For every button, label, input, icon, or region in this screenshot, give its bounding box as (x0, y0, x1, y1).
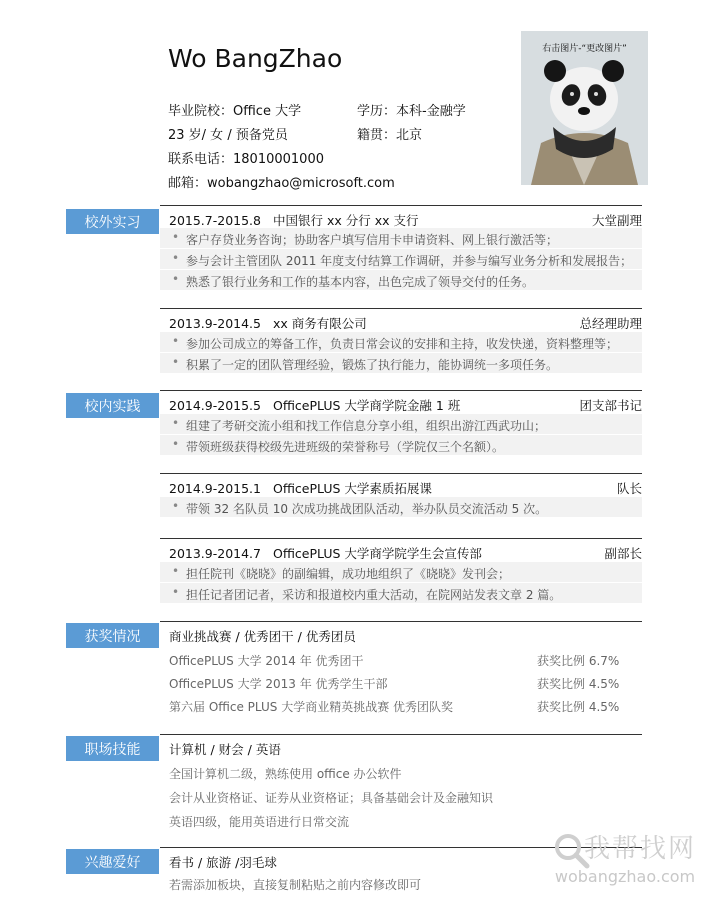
award-item: 第六届 Office PLUS 大学商业精英挑战赛 优秀团队奖 获奖比例 4.5% (169, 700, 620, 714)
section-tag-hobbies: 兴趣爱好 (66, 849, 159, 874)
list-item: • 带领 32 名队员 10 次成功挑战团队活动，举办队员交流活动 5 次。 (160, 497, 642, 517)
job-entry-header (169, 396, 642, 414)
job-role: 队长 (616, 481, 642, 496)
hobbies-summary: 看书 / 旅游 /羽毛球 (169, 855, 277, 870)
list-item: • 参加公司成立的筹备工作，负责日常会议的安排和主持，收发快递，资料整理等； (160, 332, 642, 352)
list-item: • 客户存贷业务咨询；协助客户填写信用卡申请资料、网上银行激活等； (160, 228, 642, 248)
site-watermark (545, 828, 704, 900)
magnifier-logo-icon (551, 830, 591, 870)
age-gender-info: 23 岁/ 女 / 预备党员 (168, 128, 288, 143)
section-tag-internship: 校外实习 (66, 209, 159, 234)
email-info: 邮箱：wobangzhao@microsoft.com (168, 176, 395, 191)
job-org: OfficePLUS 大学商学院学生会宣传部 (273, 546, 482, 561)
list-item: • 担任记者团记者，采访和报道校内重大活动，在院网站发表文章 2 篇。 (160, 583, 642, 603)
divider (160, 621, 642, 622)
phone-info: 联系电话：18010001000 (168, 152, 324, 167)
school-info: 毕业院校：Office 大学 (168, 104, 302, 119)
list-item: • 组建了考研交流小组和找工作信息分享小组，组织出游江西武功山； (160, 414, 642, 434)
hobbies-note: 若需添加板块，直接复制粘贴之前内容修改即可 (169, 878, 422, 892)
section-tag-skills: 职场技能 (66, 736, 159, 761)
watermark-url: wobangzhao.com (554, 867, 696, 886)
section-tag-awards: 获奖情况 (66, 623, 159, 648)
panda-portrait-icon (521, 31, 648, 185)
job-entry-header (169, 314, 642, 332)
skills-summary: 计算机 / 财会 / 英语 (169, 742, 281, 757)
award-item: OfficePLUS 大学 2014 年 优秀团干 获奖比例 6.7% (169, 654, 620, 668)
list-item: • 担任院刊《晓晓》的副编辑，成功地组织了《晓晓》发刊会； (160, 562, 642, 582)
job-date: 2014.9-2015.1 (169, 481, 261, 496)
divider (160, 473, 642, 474)
divider (160, 308, 642, 309)
photo-caption: 右击图片-“更改图片” (542, 44, 627, 54)
job-entry-header (169, 544, 642, 562)
list-item: • 熟悉了银行业务和工作的基本内容，出色完成了领导交付的任务。 (160, 270, 642, 290)
job-org: OfficePLUS 大学素质拓展课 (273, 481, 432, 496)
job-date: 2014.9-2015.5 (169, 398, 261, 413)
profile-photo[interactable] (521, 31, 648, 185)
section-tag-campus: 校内实践 (66, 393, 159, 418)
job-date: 2013.9-2014.5 (169, 316, 261, 331)
divider (160, 538, 642, 539)
divider (160, 734, 642, 735)
list-item: • 参与会计主管团队 2011 年度支付结算工作调研，并参与编写业务分析和发展报告； (160, 249, 642, 269)
job-entry-header (169, 479, 642, 497)
degree-info: 学历：本科-金融学 (357, 104, 466, 119)
award-item: OfficePLUS 大学 2013 年 优秀学生干部 获奖比例 4.5% (169, 677, 620, 691)
job-org: 中国银行 xx 分行 xx 支行 (273, 213, 419, 228)
job-date: 2013.9-2014.7 (169, 546, 261, 561)
job-role: 副部长 (604, 546, 642, 561)
list-item: • 带领班级获得校级先进班级的荣誉称号（学院仅三个名额）。 (160, 435, 642, 455)
job-role: 总经理助理 (579, 316, 642, 331)
watermark-brand: 我帮找网 (583, 834, 696, 864)
job-entry-header (169, 211, 642, 229)
job-date: 2015.7-2015.8 (169, 213, 261, 228)
skill-item: 英语四级，能用英语进行日常交流 (169, 815, 350, 829)
job-org: xx 商务有限公司 (273, 316, 367, 331)
skill-item: 全国计算机二级，熟练使用 office 办公软件 (169, 767, 402, 781)
resume-name: Wo BangZhao (168, 44, 343, 73)
job-role: 大堂副理 (591, 213, 642, 228)
skill-item: 会计从业资格证、证券从业资格证；具备基础会计及金融知识 (169, 791, 494, 805)
divider (160, 390, 642, 391)
hometown-info: 籍贯：北京 (357, 128, 423, 143)
divider (160, 205, 642, 206)
job-role: 团支部书记 (579, 398, 642, 413)
list-item: • 积累了一定的团队管理经验，锻炼了执行能力，能协调统一多项任务。 (160, 353, 642, 373)
awards-summary: 商业挑战赛 / 优秀团干 / 优秀团员 (169, 629, 356, 644)
job-org: OfficePLUS 大学商学院金融 1 班 (273, 398, 461, 413)
